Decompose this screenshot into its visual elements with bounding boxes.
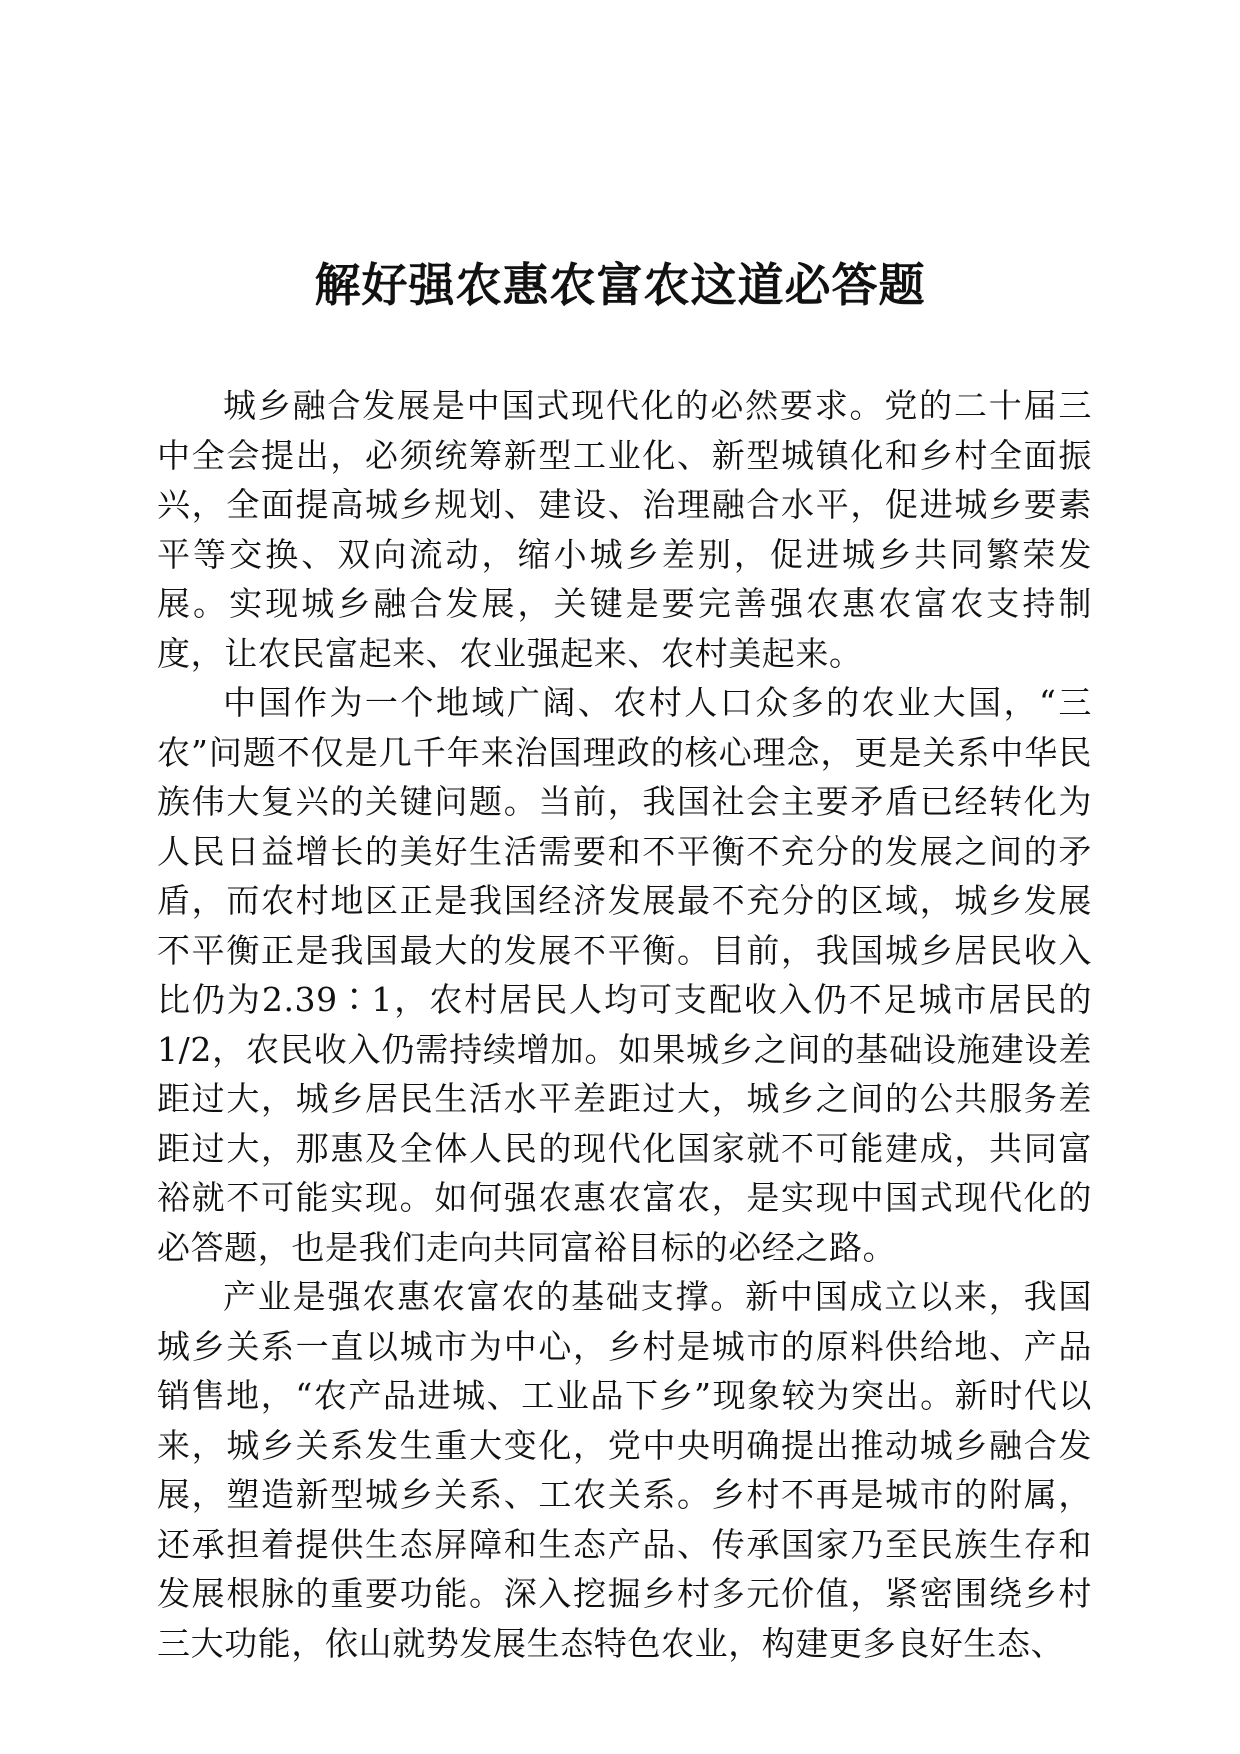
paragraph-3: 产业是强农惠农富农的基础支撑。新中国成立以来，我国城乡关系一直以城市为中心，乡村是城市的原料供给地、产品销售地，“农产品进城、工业品下乡”现象较为突出。新时代以来，城乡关系发生重大变化，党中央明确提出推动城乡融合发展，塑造新型城乡关系、工农关系。乡村不再是城市的附属，还承担着提供生态屏障和生态产品、传承国家乃至民族生存和发展根脉的重要功能。深入挖掘乡村多元价值，紧密围绕乡村三大功能，依山就势发展生态特色农业，构建更多良好生态、	[157, 1277, 1092, 1663]
paragraph-2: 中国作为一个地域广阔、农村人口众多的农业大国，“三农”问题不仅是几千年来治国理政的核心理念，更是关系中华民族伟大复兴的关键问题。当前，我国社会主要矛盾已经转化为人民日益增长的美好生活需要和不平衡不充分的发展之间的矛盾，而农村地区正是我国经济发展最不充分的区域，城乡发展不平衡正是我国最大的发展不平衡。目前，我国城乡居民收入比仍为2.39∶1，农村居民人均可支配收入仍不足城市居民的1/2，农民收入仍需持续增加。如果城乡之间的基础设施建设差距过大，城乡居民生活水平差距过大，城乡之间的公共服务差距过大，那惠及全体人民的现代化国家就不可能建成，共同富裕就不可能实现。如何强农惠农富农，是实现中国式现代化的必答题，也是我们走向共同富裕目标的必经之路。	[157, 683, 1092, 1267]
paragraph-1: 城乡融合发展是中国式现代化的必然要求。党的二十届三中全会提出，必须统筹新型工业化、新型城镇化和乡村全面振兴，全面提高城乡规划、建设、治理融合水平，促进城乡要素平等交换、双向流动，缩小城乡差别，促进城乡共同繁荣发展。实现城乡融合发展，关键是要完善强农惠农富农支持制度，让农民富起来、农业强起来、农村美起来。	[157, 386, 1092, 673]
document-title: 解好强农惠农富农这道必答题	[314, 258, 926, 312]
document-body	[157, 381, 1092, 1668]
